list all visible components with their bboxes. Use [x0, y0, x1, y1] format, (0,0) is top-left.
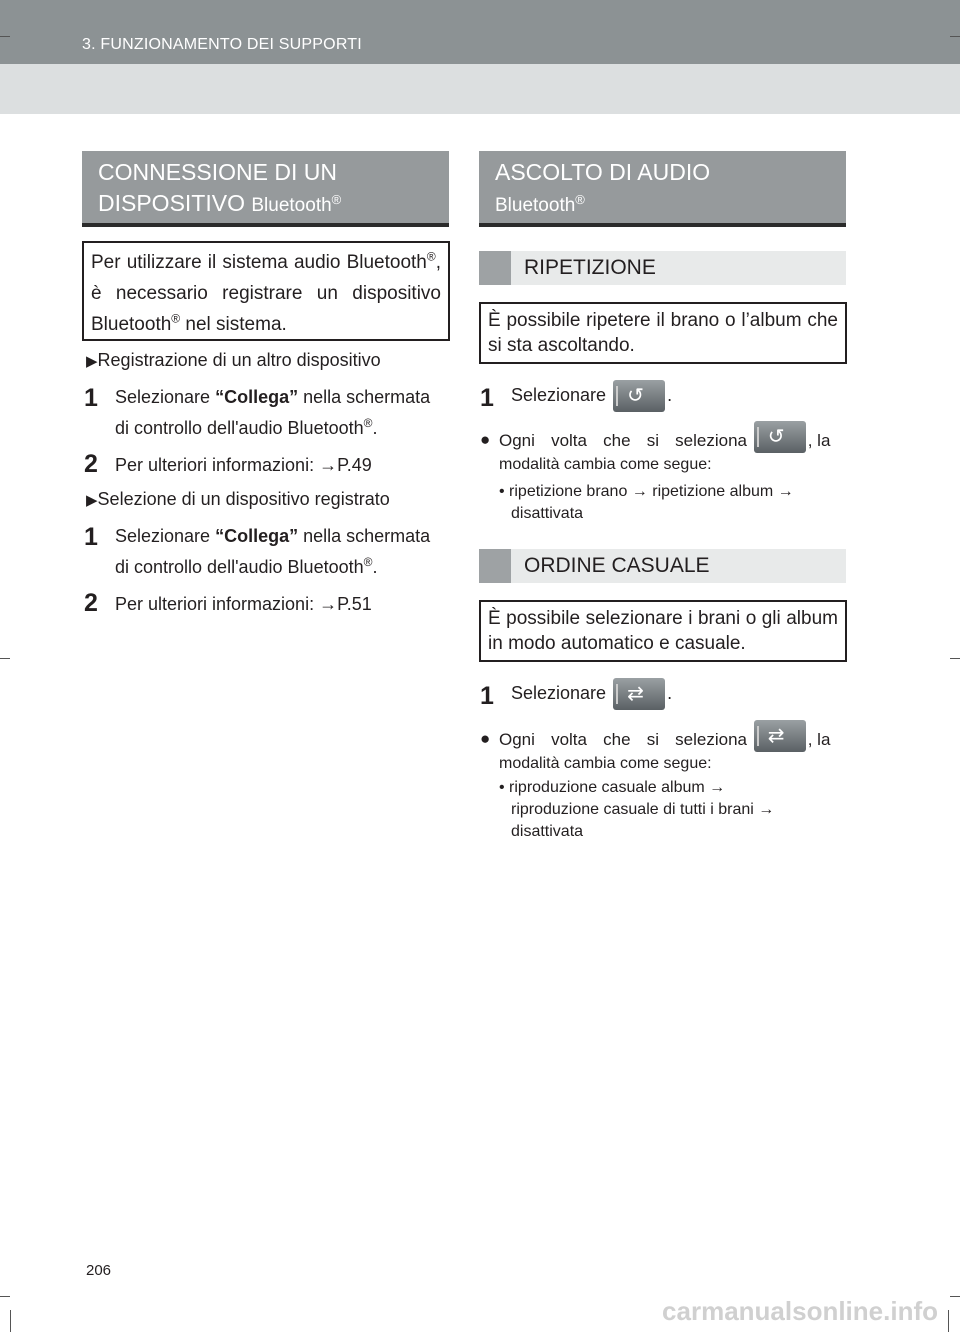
info-text: È possibile ripetere il brano o l’album che si sta ascoltando. [488, 310, 838, 356]
sequence-text: • ripetizione brano → ripetizione album → [499, 483, 794, 500]
watermark: carmanualsonline.info [662, 1296, 938, 1326]
subsection-label: Registrazione di un altro dispositivo [97, 350, 381, 370]
subsection-register [86, 350, 381, 371]
repeat-icon: ↺ [767, 423, 785, 448]
subheading-repeat [479, 251, 846, 285]
crop-mark [0, 1296, 10, 1297]
reg-mark: ® [363, 555, 373, 569]
reg-mark: ® [171, 311, 181, 326]
step-text-part: . [372, 557, 378, 577]
bullet-text-part: , la [807, 431, 831, 450]
subheading-label: ORDINE CASUALE [524, 554, 710, 577]
crop-mark [950, 658, 960, 659]
shuffle-icon: ⇄ [767, 722, 785, 747]
repeat-button[interactable] [613, 380, 665, 412]
header-bar [0, 0, 960, 64]
reg-mark: ® [575, 192, 585, 207]
step-text [115, 526, 430, 547]
step-number: 1 [480, 682, 494, 710]
step-text [511, 678, 672, 710]
step-number: 1 [480, 384, 494, 412]
sequence-text: disattivata [511, 505, 584, 522]
subsection-label: Selezione di un dispositivo registrato [97, 489, 390, 509]
step-text-part: . [667, 384, 673, 405]
repeat-info-box [479, 302, 847, 364]
step-text-cont [115, 557, 377, 578]
page-number: 206 [86, 1262, 112, 1279]
step-text-cont [115, 418, 377, 439]
step-text: Per ulteriori informazioni: →P.49 [115, 455, 372, 475]
subheading-label: RIPETIZIONE [524, 256, 656, 279]
bullet-text [499, 423, 846, 453]
bullet-text: modalità cambia come segue: [499, 456, 712, 473]
shuffle-info-box [479, 600, 847, 662]
sequence-text: • riproduzione casuale album → [499, 779, 726, 796]
collega-label: “Collega” [215, 387, 299, 407]
collega-label: “Collega” [215, 526, 299, 546]
step-text [115, 387, 430, 408]
section-heading-audio [479, 151, 846, 227]
repeat-icon: ↺ [627, 383, 644, 407]
subheading-tab [479, 251, 511, 285]
circle-bullet-icon: ● [480, 430, 491, 449]
step-text-part: di controllo dell'audio Bluetooth [115, 557, 364, 577]
triangle-right-icon: ▶ [86, 353, 98, 370]
step-number: 1 [84, 384, 98, 412]
step-text-part: Selezionare [511, 682, 607, 703]
step-text-part: nella schermata [298, 526, 431, 546]
step-text-part: di controllo dell'audio Bluetooth [115, 418, 364, 438]
crop-mark [0, 36, 10, 37]
crop-mark [950, 1296, 960, 1297]
step-number: 2 [84, 589, 98, 617]
step-number: 2 [84, 450, 98, 478]
step-text-part: Selezionare [511, 384, 607, 405]
reg-mark: ® [363, 416, 373, 430]
heading-text: DISPOSITIVO [98, 190, 245, 216]
circle-bullet-icon: ● [480, 729, 491, 748]
crop-mark [948, 1310, 949, 1332]
step-text-part: nella schermata [298, 387, 431, 407]
subsection-select [86, 489, 390, 510]
reg-mark: ® [331, 192, 342, 207]
heading-text: ASCOLTO DI AUDIO [495, 159, 711, 185]
step-text [511, 380, 672, 412]
crop-mark [950, 36, 960, 37]
shuffle-button-inline[interactable] [754, 720, 806, 752]
repeat-button-inline[interactable] [754, 421, 806, 453]
triangle-right-icon: ▶ [86, 492, 98, 509]
step-text-part: . [667, 682, 673, 703]
bullet-text [499, 722, 846, 752]
sequence-text: riproduzione casuale di tutti i brani → [511, 801, 775, 818]
shuffle-button[interactable] [613, 678, 665, 710]
step-text-part: . [372, 418, 378, 438]
intro-text: , è necessario registrare un dispositivo Bluetooth [91, 252, 441, 335]
bullet-text: modalità cambia come segue: [499, 755, 712, 772]
bullet-text-part: , la [807, 730, 831, 749]
crop-mark [0, 658, 10, 659]
subheading-shuffle [479, 549, 846, 583]
heading-text: CONNESSIONE DI UN [98, 159, 337, 185]
intro-text: Per utilizzare il sistema audio Bluetooth [91, 252, 427, 273]
step-text-part: Selezionare [115, 526, 216, 546]
intro-box [82, 241, 450, 341]
bullet-text-part: Ogni volta che si seleziona [499, 730, 747, 749]
subheading-tab [479, 549, 511, 583]
info-text: È possibile selezionare i brani o gli album in modo automatico e casuale. [488, 608, 838, 654]
heading-text: Bluetooth [495, 195, 576, 216]
reg-mark: ® [426, 249, 436, 264]
heading-text: Bluetooth [251, 195, 332, 216]
step-number: 1 [84, 523, 98, 551]
shuffle-icon: ⇄ [627, 681, 644, 705]
bullet-text-part: Ogni volta che si seleziona [499, 431, 747, 450]
chapter-title: 3. FUNZIONAMENTO DEI SUPPORTI [82, 36, 362, 53]
intro-text: nel sistema. [180, 314, 287, 335]
section-heading-connect [82, 151, 449, 227]
step-text: Per ulteriori informazioni: →P.51 [115, 594, 372, 614]
step-text-part: Selezionare [115, 387, 216, 407]
crop-mark [10, 1310, 11, 1332]
header-band [0, 64, 960, 114]
sequence-text: disattivata [511, 823, 584, 840]
